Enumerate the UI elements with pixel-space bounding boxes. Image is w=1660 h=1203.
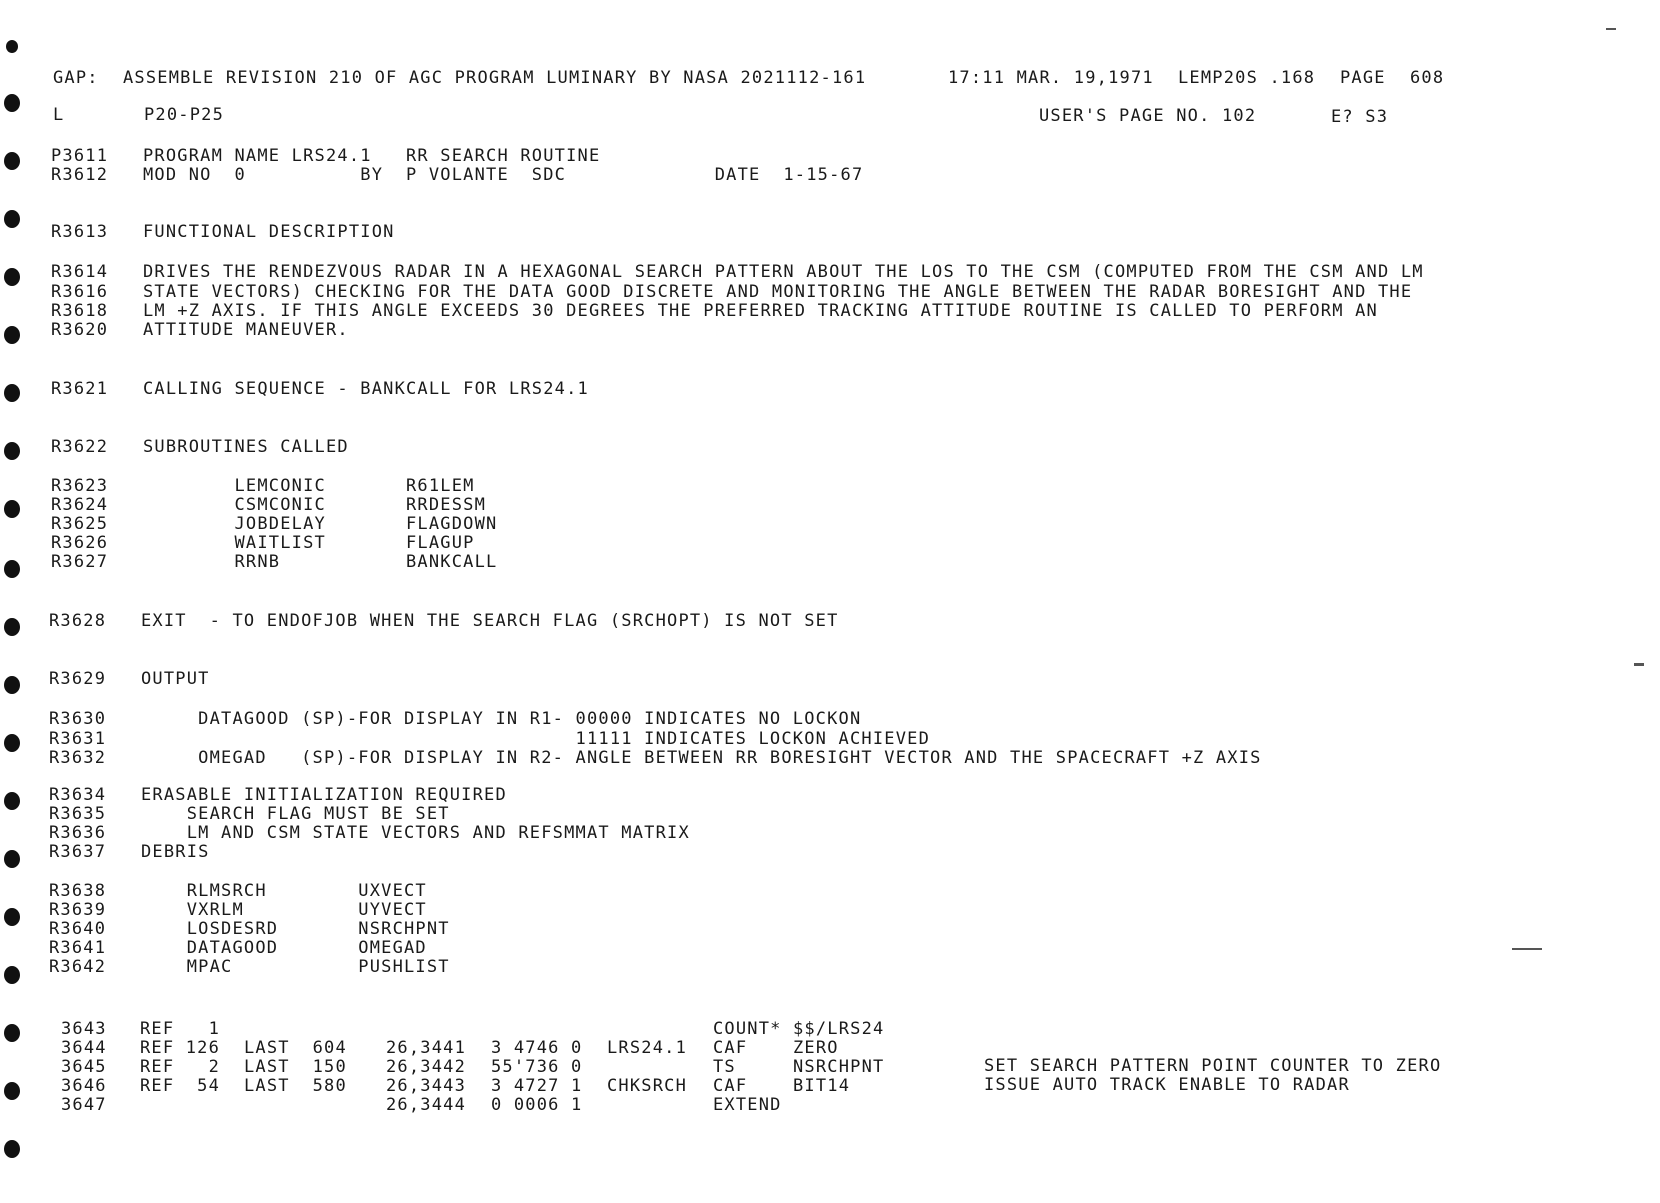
line-number: R3642 xyxy=(49,957,107,977)
line-number: R3641 xyxy=(49,938,107,958)
code-comment: ISSUE AUTO TRACK ENABLE TO RADAR xyxy=(984,1075,1350,1095)
line-text: LOSDESRD NSRCHPNT xyxy=(141,919,450,939)
line-text: OMEGAD (SP)-FOR DISPLAY IN R2- ANGLE BETWEEN RR BORESIGHT VECTOR AND THE SPACECRAFT +Z AXIS xyxy=(141,748,1262,768)
code-comment: SET SEARCH PATTERN POINT COUNTER TO ZERO xyxy=(984,1056,1442,1076)
line-number: R3625 xyxy=(51,514,109,534)
code-line-number: 3645 xyxy=(61,1057,107,1077)
code-ref: REF 54 xyxy=(140,1076,221,1096)
line-text: SEARCH FLAG MUST BE SET xyxy=(141,804,450,824)
binder-hole xyxy=(4,850,20,868)
line-number: R3632 xyxy=(49,748,107,768)
line-text: VXRLM UYVECT xyxy=(141,900,427,920)
line-text: CALLING SEQUENCE - BANKCALL FOR LRS24.1 xyxy=(143,379,589,399)
code-address: 26,3444 xyxy=(386,1095,467,1115)
code-op: CAF xyxy=(713,1076,748,1096)
binder-hole xyxy=(4,384,20,402)
subheader-code: E? S3 xyxy=(1331,107,1389,127)
line-number: R3629 xyxy=(49,669,107,689)
code-address: 26,3443 xyxy=(386,1076,467,1096)
line-number: R3640 xyxy=(49,919,107,939)
line-number: R3612 xyxy=(51,165,109,185)
line-number: R3618 xyxy=(51,301,109,321)
header-page-label: PAGE xyxy=(1340,68,1386,88)
line-text: 11111 INDICATES LOCKON ACHIEVED xyxy=(141,729,931,749)
line-text: DRIVES THE RENDEZVOUS RADAR IN A HEXAGONAL SEARCH PATTERN ABOUT THE LOS TO THE CSM (COMPUTED FROM THE CSM AND LM xyxy=(143,262,1424,282)
line-text: LM AND CSM STATE VECTORS AND REFSMMAT MATRIX xyxy=(141,823,690,843)
line-text: FUNCTIONAL DESCRIPTION xyxy=(143,222,395,242)
line-text: JOBDELAY FLAGDOWN xyxy=(143,514,498,534)
line-text: MOD NO 0 BY P VOLANTE SDC DATE 1-15-67 xyxy=(143,165,864,185)
line-text: STATE VECTORS) CHECKING FOR THE DATA GOOD DISCRETE AND MONITORING THE ANGLE BETWEEN THE RADAR BORESIGHT AND THE xyxy=(143,282,1413,302)
subheader-section: P20-P25 xyxy=(144,105,225,125)
subheader-users-page: USER'S PAGE NO. 102 xyxy=(1039,106,1257,126)
code-operand: ZERO xyxy=(793,1038,839,1058)
line-number: R3620 xyxy=(51,320,109,340)
header-gap: GAP: xyxy=(53,68,99,88)
code-operand: BIT14 xyxy=(793,1076,851,1096)
code-word: 55'736 0 xyxy=(491,1057,583,1077)
line-text: LM +Z AXIS. IF THIS ANGLE EXCEEDS 30 DEGREES THE PREFERRED TRACKING ATTITUDE ROUTINE IS CALLED TO PERFORM AN xyxy=(143,301,1378,321)
line-text: RLMSRCH UXVECT xyxy=(141,881,427,901)
code-line-number: 3646 xyxy=(61,1076,107,1096)
line-number: R3627 xyxy=(51,552,109,572)
line-text: ERASABLE INITIALIZATION REQUIRED xyxy=(141,785,507,805)
line-text: ATTITUDE MANEUVER. xyxy=(143,320,349,340)
code-word: 0 0006 1 xyxy=(491,1095,583,1115)
line-number: R3634 xyxy=(49,785,107,805)
code-last: LAST 580 xyxy=(244,1076,347,1096)
binder-hole xyxy=(4,94,20,112)
line-text: LEMCONIC R61LEM xyxy=(143,476,475,496)
line-text: CSMCONIC RRDESSM xyxy=(143,495,487,515)
line-number: R3631 xyxy=(49,729,107,749)
code-word: 3 4727 1 xyxy=(491,1076,583,1096)
line-number: R3626 xyxy=(51,533,109,553)
binder-hole xyxy=(4,210,20,228)
code-label: LRS24.1 xyxy=(607,1038,688,1058)
binder-hole xyxy=(4,908,20,926)
speck xyxy=(1606,28,1616,30)
line-text: OUTPUT xyxy=(141,669,210,689)
line-number: R3614 xyxy=(51,262,109,282)
code-address: 26,3441 xyxy=(386,1038,467,1058)
line-number: R3624 xyxy=(51,495,109,515)
code-op: TS xyxy=(713,1057,736,1077)
line-number: R3637 xyxy=(49,842,107,862)
binder-hole xyxy=(4,152,20,170)
binder-hole xyxy=(4,792,20,810)
binder-hole xyxy=(4,1024,20,1042)
line-number: R3621 xyxy=(51,379,109,399)
line-number: R3639 xyxy=(49,900,107,920)
binder-hole xyxy=(4,268,20,286)
code-ref: REF 2 xyxy=(140,1057,221,1077)
line-number: R3616 xyxy=(51,282,109,302)
code-op: EXTEND xyxy=(713,1095,782,1115)
line-text: WAITLIST FLAGUP xyxy=(143,533,475,553)
code-op: CAF xyxy=(713,1038,748,1058)
binder-hole xyxy=(4,500,20,518)
line-text: RRNB BANKCALL xyxy=(143,552,498,572)
code-word: 3 4746 0 xyxy=(491,1038,583,1058)
code-last: LAST 604 xyxy=(244,1038,347,1058)
code-operand: NSRCHPNT xyxy=(793,1057,885,1077)
header-page-number: 608 xyxy=(1410,68,1445,88)
code-label: CHKSRCH xyxy=(607,1076,688,1096)
binder-hole xyxy=(4,1082,20,1100)
code-line-number: 3647 xyxy=(61,1095,107,1115)
code-op: COUNT* xyxy=(713,1019,782,1039)
code-operand: $$/LRS24 xyxy=(793,1019,885,1039)
speck xyxy=(1634,663,1644,666)
speck xyxy=(1512,948,1542,950)
line-number: R3635 xyxy=(49,804,107,824)
binder-hole xyxy=(4,1140,20,1158)
binder-hole xyxy=(4,326,20,344)
code-line-number: 3644 xyxy=(61,1038,107,1058)
line-text: EXIT - TO ENDOFJOB WHEN THE SEARCH FLAG (SRCHOPT) IS NOT SET xyxy=(141,611,839,631)
line-number: R3628 xyxy=(49,611,107,631)
binder-hole xyxy=(4,618,20,636)
binder-hole xyxy=(4,966,20,984)
subheader-marker: L xyxy=(53,105,65,125)
line-number: P3611 xyxy=(51,146,109,166)
header-title: ASSEMBLE REVISION 210 OF AGC PROGRAM LUMINARY BY NASA 2021112-161 xyxy=(123,68,867,88)
line-number: R3623 xyxy=(51,476,109,496)
code-ref: REF 126 xyxy=(140,1038,221,1058)
line-text: PROGRAM NAME LRS24.1 RR SEARCH ROUTINE xyxy=(143,146,601,166)
code-ref: REF 1 xyxy=(140,1019,221,1039)
line-number: R3622 xyxy=(51,437,109,457)
binder-hole xyxy=(4,560,20,578)
header-listing: LEMP20S .168 xyxy=(1178,68,1316,88)
line-text: DATAGOOD OMEGAD xyxy=(141,938,427,958)
binder-hole xyxy=(4,734,20,752)
line-number: R3638 xyxy=(49,881,107,901)
line-number: R3613 xyxy=(51,222,109,242)
code-last: LAST 150 xyxy=(244,1057,347,1077)
binder-hole xyxy=(4,676,20,694)
line-text: SUBROUTINES CALLED xyxy=(143,437,349,457)
binder-hole xyxy=(4,442,20,460)
line-text: MPAC PUSHLIST xyxy=(141,957,450,977)
header-timestamp: 17:11 MAR. 19,1971 xyxy=(948,68,1154,88)
code-address: 26,3442 xyxy=(386,1057,467,1077)
line-text: DEBRIS xyxy=(141,842,210,862)
binder-hole xyxy=(6,40,18,53)
line-number: R3636 xyxy=(49,823,107,843)
line-text: DATAGOOD (SP)-FOR DISPLAY IN R1- 00000 INDICATES NO LOCKON xyxy=(141,709,862,729)
code-line-number: 3643 xyxy=(61,1019,107,1039)
line-number: R3630 xyxy=(49,709,107,729)
